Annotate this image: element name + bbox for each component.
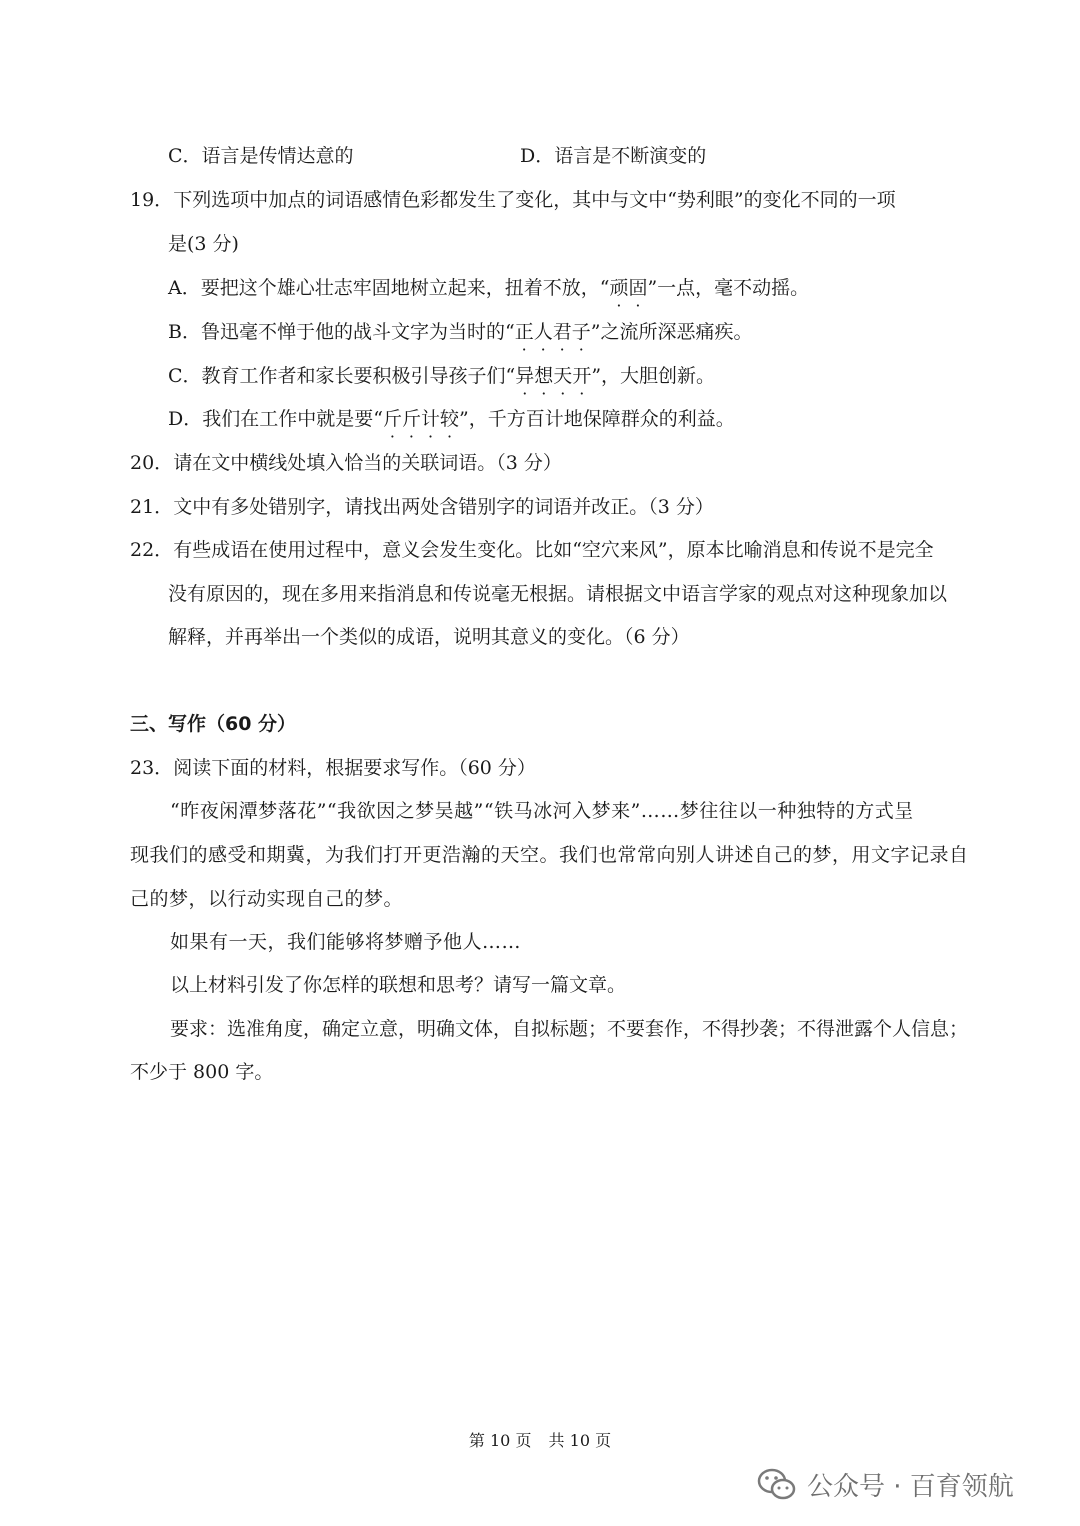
option-text: D．我们在工作中就是要“ <box>168 408 383 430</box>
watermark <box>757 1466 1014 1503</box>
requirements-line1: 要求：选准角度，确定立意，明确文体，自拟标题；不要套作，不得抄袭；不得泄露个人信息； <box>170 1018 969 1040</box>
emphasized-char: 人 <box>533 321 553 343</box>
material-line1: “昨夜闲潭梦落花”“我欲因之梦吴越”“铁马冰河入梦来”……梦往往以一种独特的方式呈 <box>170 800 914 822</box>
q19-stem-line1 <box>130 187 896 213</box>
option-text: C．教育工作者和家长要积极引导孩子们“ <box>168 365 516 387</box>
q18-option-d: D．语言是不断演变的 <box>520 145 707 167</box>
emphasized-char: 君 <box>552 321 572 343</box>
material-line4: 如果有一天，我们能够将梦赠予他人…… <box>170 931 522 953</box>
emphasized-char: 斤 <box>401 408 421 430</box>
question-number: 23． <box>130 757 174 779</box>
emphasized-char: 斤 <box>382 408 402 430</box>
emphasized-char: 计 <box>420 408 440 430</box>
emphasized-char: 异 <box>515 365 535 387</box>
question-number: 20． <box>130 452 174 474</box>
q19-stem-text: 下列选项中加点的词语感情色彩都发生了变化，其中与文中“势利眼”的变化不同的一项 <box>173 189 896 211</box>
q21 <box>130 494 714 520</box>
q23-stem <box>130 755 536 781</box>
emphasized-char: 子 <box>571 321 591 343</box>
requirements-line2: 不少于 800 字。 <box>130 1061 274 1083</box>
watermark-text: 公众号 · 百育领航 <box>807 1472 1014 1502</box>
emphasized-char: 较 <box>440 408 460 430</box>
q22-text: 有些成语在使用过程中，意义会发生变化。比如“空穴来风”，原本比喻消息和传说不是完全 <box>173 539 934 561</box>
material-line2: 现我们的感受和期冀，为我们打开更浩瀚的天空。我们也常常向别人讲述自己的梦，用文字记录自 <box>130 844 969 866</box>
option-text: B．鲁迅毫不惮于他的战斗文字为当时的“ <box>168 321 515 343</box>
q19-option-b <box>168 319 752 345</box>
option-text: ”，大胆创新。 <box>591 365 716 387</box>
q21-text: 文中有多处错别字，请找出两处含错别字的词语并改正。（3 分） <box>173 496 714 518</box>
emphasized-char: 固 <box>628 277 648 299</box>
q22-line2: 没有原因的，现在多用来指消息和传说毫无根据。请根据文中语言学家的观点对这种现象加以 <box>168 583 948 605</box>
page-number: 第 10 页 <box>468 1431 532 1450</box>
emphasized-char: 正 <box>514 321 534 343</box>
page-total: 共 10 页 <box>548 1431 612 1450</box>
option-text: ”一点，毫不动摇。 <box>647 277 810 299</box>
question-number: 21． <box>130 496 174 518</box>
material-line3: 己的梦，以行动实现自己的梦。 <box>130 888 404 910</box>
q18-option-c: C．语言是传情达意的 <box>168 145 354 167</box>
emphasized-char: 想 <box>534 365 554 387</box>
q22-line3: 解释，并再举出一个类似的成语，说明其意义的变化。（6 分） <box>168 626 690 648</box>
q22-line1 <box>130 537 934 563</box>
page-footer <box>0 1428 1080 1451</box>
option-text: ”之流所深恶痛疾。 <box>590 321 753 343</box>
wechat-icon <box>757 1468 797 1502</box>
emphasized-char: 顽 <box>609 277 629 299</box>
emphasized-char: 开 <box>572 365 592 387</box>
q20 <box>130 450 562 476</box>
q19-option-c <box>168 363 715 389</box>
option-text: A．要把这个雄心壮志牢固地树立起来，扭着不放，“ <box>168 277 610 299</box>
q19-option-a <box>168 275 809 301</box>
q20-text: 请在文中横线处填入恰当的关联词语。（3 分） <box>173 452 562 474</box>
section-heading: 三、写作（60 分） <box>130 713 297 735</box>
prompt-line1: 以上材料引发了你怎样的联想和思考？请写一篇文章。 <box>170 974 627 996</box>
q19-option-d <box>168 406 735 432</box>
question-number: 22． <box>130 539 174 561</box>
q23-text: 阅读下面的材料，根据要求写作。（60 分） <box>173 757 536 779</box>
emphasized-char: 天 <box>553 365 573 387</box>
option-text: ”，千方百计地保障群众的利益。 <box>459 408 735 430</box>
q19-stem-line2: 是(3 分) <box>168 233 239 255</box>
question-number: 19． <box>130 189 174 211</box>
